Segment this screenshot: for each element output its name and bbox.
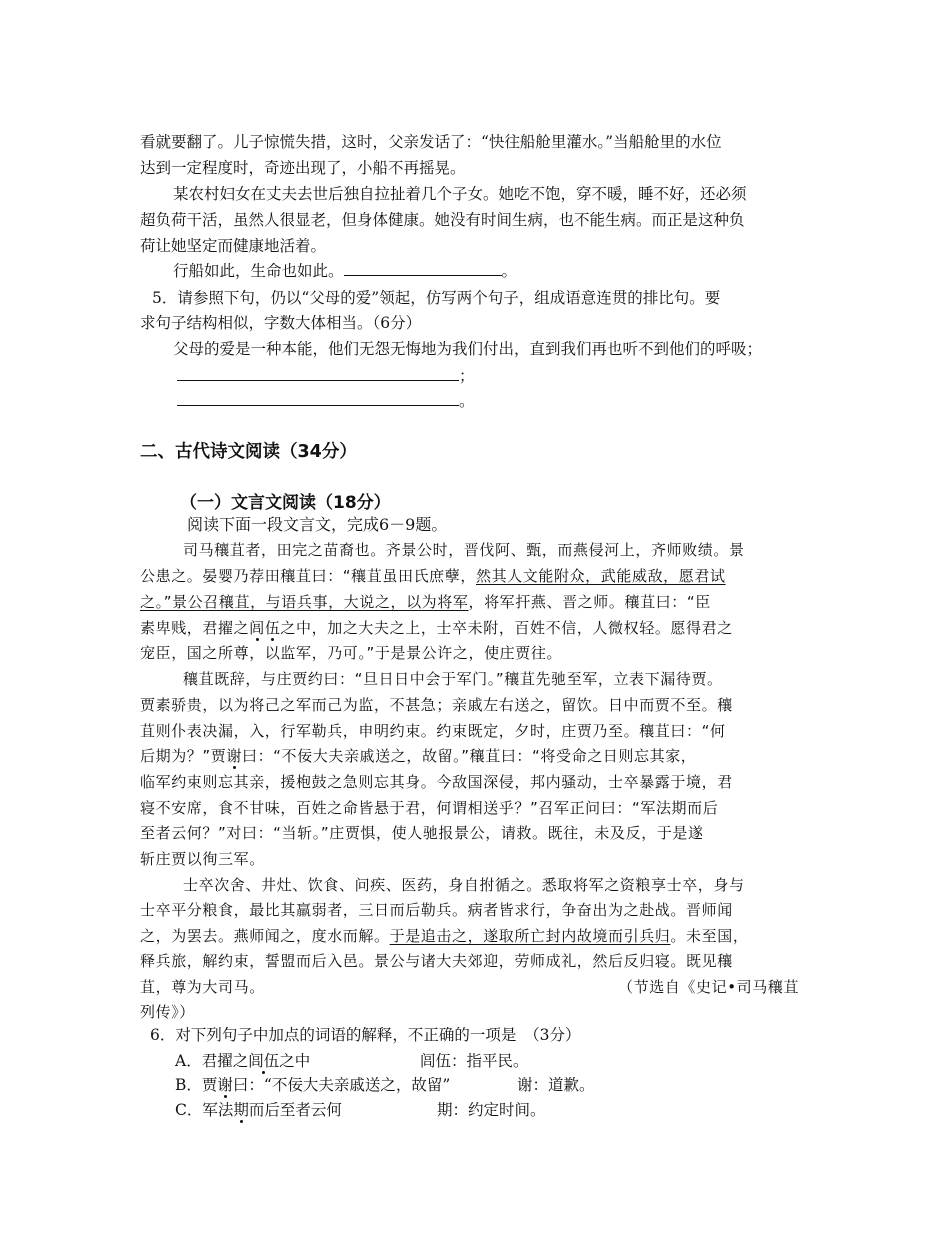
source-citation: 列传》） — [140, 1003, 195, 1021]
text-span: 而后至者云何 — [248, 1101, 342, 1119]
answer-blank — [177, 366, 459, 381]
text-span: 。 — [459, 392, 475, 410]
passage-line: 至者云何？”对曰：“当斩。”庄贾惧，使人驰报景公，请救。既往，未及反，于是遂 — [140, 824, 704, 842]
option-a — [175, 1051, 812, 1071]
text-span: 之中 — [279, 1052, 311, 1070]
passage-line: 士卒平分粮食，最比其羸弱者，三日而后勒兵。病者皆求行，争奋出为之赴战。晋师闻 — [140, 901, 733, 919]
source-citation: （节选自《史记•司马穰苴 — [618, 978, 800, 996]
dotted-word: 伍 — [264, 619, 281, 637]
text-span: 军法 — [202, 1101, 234, 1119]
text-line: 荷让她坚定而健康地活着。 — [140, 237, 327, 255]
subsection-title: （一）文言文阅读（18分） — [180, 493, 391, 513]
passage-line — [140, 926, 812, 946]
text-span: 之，为罢去。燕师闻之，度水而解。 — [140, 927, 390, 945]
answer-blank — [344, 261, 502, 276]
text-span: 行船如此，生命也如此。 — [173, 262, 344, 280]
underlined-sentence: 于是追击之，遂取所亡封内故境而引兵归 — [389, 927, 671, 945]
text-span: 曰：“不佞大夫亲戚送之，故留。”穰苴曰：“将受命之日则忘其家， — [241, 747, 697, 765]
text-span: 曰：“不佞大夫亲戚送之，故留” — [232, 1076, 451, 1094]
passage-line — [140, 592, 812, 612]
option-c — [175, 1100, 812, 1120]
text-span: 素卑贱，君擢之 — [140, 619, 250, 637]
text-span: 后期为？”贾 — [140, 747, 227, 765]
text-line: 某农村妇女在丈夫去世后独自拉扯着几个子女。她吃不饱，穿不暖，睡不好，还必须 — [173, 185, 747, 203]
instruction: 阅读下面一段文言文，完成6－9题。 — [187, 515, 448, 534]
option-label: C． — [175, 1101, 203, 1119]
passage-line: 寝不安席，食不甘味，百姓之命皆悬于君，何谓相送乎？”召军正问曰：“军法期而后 — [140, 799, 719, 817]
passage-line: 贾素骄贵，以为将己之军而己为监，不甚急；亲戚左右送之，留饮。日中而贾不至。穰 — [140, 696, 733, 714]
question-6-stem: 6．对下列句子中加点的词语的解释，不正确的一项是 （3分） — [150, 1026, 581, 1044]
section-title: 二、古代诗文阅读（34分） — [140, 442, 357, 462]
passage-line: 临军约束则忘其亲，援枹鼓之急则忘其身。今敌国深侵，邦内骚动，士卒暴露于境，君 — [140, 773, 733, 791]
text-span: 之中，加之大夫之上，士卒未附，百姓不信，人微权轻。愿得君之 — [280, 619, 733, 637]
passage-line — [140, 618, 812, 638]
passage-line: 宠臣，国之所尊，以监军，乃可。”于是景公许之，使庄贾往。 — [140, 644, 563, 662]
passage-line — [140, 566, 812, 586]
dotted-word: 闾伍 — [248, 1052, 280, 1070]
text-span: 苴，尊为大司马。 — [140, 978, 265, 996]
text-span: ，将军扞燕、晋之师。穰苴曰：“臣 — [468, 593, 711, 611]
text-span: 。 — [501, 262, 518, 280]
dotted-word: 谢 — [217, 1076, 233, 1094]
passage-line: 士卒次舍、井灶、饮食、问疾、医药，身自拊循之。悉取将军之资粮享士卒，身与 — [183, 876, 745, 894]
text-span: ； — [459, 367, 475, 385]
underlined-sentence: 然其人文能附众，武能威敌，愿君试 — [475, 567, 726, 585]
dotted-word: 谢 — [226, 747, 242, 765]
example-sentence: 父母的爱是一种本能，他们无怨无悔地为我们付出，直到我们再也听不到他们的呼吸； — [173, 340, 763, 358]
option-b — [175, 1075, 812, 1095]
option-explanation: 谢：道歉。 — [517, 1076, 595, 1094]
option-explanation: 期：约定时间。 — [437, 1101, 546, 1119]
text-line — [173, 261, 812, 281]
answer-line — [177, 366, 849, 386]
text-span: 君擢之 — [201, 1052, 249, 1070]
answer-line — [177, 391, 849, 411]
underlined-sentence: 之。” — [140, 593, 173, 611]
text-span: 。未至国， — [670, 927, 749, 945]
text-line: 达到一定程度时，奇迹出现了，小船不再摇晃。 — [140, 159, 466, 177]
option-explanation: 闾伍：指平民。 — [420, 1052, 529, 1070]
dotted-word: 期 — [233, 1101, 249, 1119]
question-5-line: 求句子结构相似，字数大体相当。（6分） — [140, 314, 422, 332]
answer-blank — [177, 391, 459, 406]
text-line: 超负荷干活，虽然人很显老，但身体健康。她没有时间生病，也不能生病。而正是这种负 — [140, 211, 745, 229]
text-line: 看就要翻了。儿子惊慌失措，这时，父亲发话了：“快往船舱里灌水。”当船舱里的水位 — [140, 133, 722, 151]
question-5-line: 5．请参照下句，仍以“父母的爱”领起，仿写两个句子，组成语意连贯的排比句。要 — [152, 289, 721, 307]
passage-line: 司马穰苴者，田完之苗裔也。齐景公时，晋伐阿、甄，而燕侵河上，齐师败绩。景 — [183, 541, 745, 559]
passage-line: 穰苴既辞，与庄贾约曰：“旦日日中会于军门。”穰苴先驰至军，立表下漏待贾。 — [183, 670, 723, 688]
passage-line: 斩庄贾以徇三军。 — [140, 850, 265, 868]
text-span: 贾 — [201, 1076, 218, 1094]
text-span: 公患之。晏婴乃荐田穰苴曰：“穰苴虽田氏庶孽， — [140, 567, 476, 585]
option-label: B． — [175, 1076, 202, 1094]
passage-line — [140, 746, 812, 766]
underlined-sentence: 景公召穰苴，与语兵事，大说之，以为将军 — [172, 593, 469, 611]
dotted-word: 闾 — [249, 619, 265, 637]
passage-line: 释兵旅，解约束，誓盟而后入邑。景公与诸大夫郊迎，劳师成礼，然后反归寝。既见穰 — [140, 952, 733, 970]
option-label: A． — [175, 1052, 202, 1070]
passage-line: 苴则仆表决漏，入，行军勒兵，申明约束。约束既定，夕时，庄贾乃至。穰苴曰：“何 — [140, 722, 726, 740]
